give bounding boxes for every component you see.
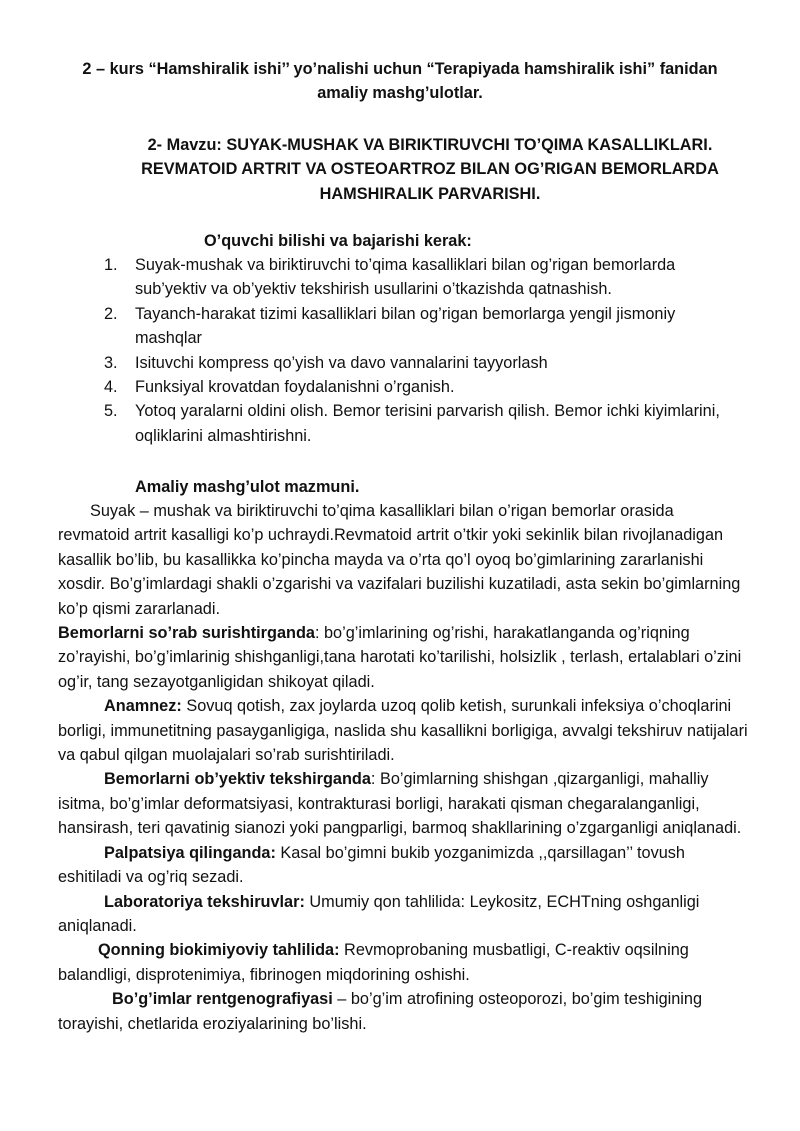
paragraph-label: Palpatsiya qilinganda: xyxy=(104,843,276,862)
paragraph-label: Bemorlarni ob’yektiv tekshirganda xyxy=(104,770,371,789)
list-item-number: 3. xyxy=(104,353,118,372)
list-item xyxy=(104,375,734,399)
paragraph-label: Anamnez: xyxy=(104,697,182,716)
list-item xyxy=(104,351,734,375)
learning-objectives-heading: O’quvchi bilishi va bajarishi kerak: xyxy=(204,232,472,250)
lesson-content-body xyxy=(58,499,748,1036)
paragraph-label: Qonning biokimiyoviy tahlilida: xyxy=(98,941,340,960)
paragraph-biochemistry xyxy=(58,938,748,987)
paragraph-text: : bo’g’imlarining og’rishi, harakatlanganda og’riqning zo’rayishi, bo’g’imlarinig shishganligi,tana harotati ko’tarilishi, holsizlik , terlash, ertalablari o’zini og’ir, tang sezayotganligidan shikoyat qiladi. xyxy=(58,624,742,691)
list-item-text: Tayanch-harakat tizimi kasalliklari bilan og’rigan bemorlarga yengil jismoniy mashqlar xyxy=(135,304,676,348)
paragraph-text: Sovuq qotish, zax joylarda uzoq qolib ketish, surunkali infeksiya o’choqlarini borligi, immunetitning pasayganligiga, naslida shu kasallikni borligiga, avvalgi tekshiruv natijalari va qabul qilgan muolajalari so’rab surishtiriladi. xyxy=(58,697,748,765)
paragraph-text: – bo’g’im atrofining osteoporozi, bo’gim teshigining torayishi, chetlarida eroziyalarining bo’lishi. xyxy=(58,990,703,1033)
list-item-text: Suyak-mushak va biriktiruvchi to’qima kasalliklari bilan og’rigan bemorlarda sub’yektiv va ob’yektiv tekshirish usullarini o’tkazishda qatnashish. xyxy=(135,256,676,299)
paragraph-text: Revmoprobaning musbatligi, C-reaktiv oqsilning balandligi, disprotenimiya, fibrinogen miqdorining oshishi. xyxy=(58,941,689,984)
paragraph-text: Kasal bo’gimni bukib yozganimizda ,,qarsillagan’’ tovush eshitiladi va og’riq sezadi. xyxy=(58,843,685,887)
list-item xyxy=(104,302,734,351)
paragraph-label: Bo’g’imlar rentgenografiyasi xyxy=(112,990,333,1009)
document-header: 2 – kurs “Hamshiralik ishi’’ yo’nalishi uchun “Terapiyada hamshiralik ishi” fanidan amaliy mashg’ulotlar. xyxy=(82,60,718,103)
list-item-number: 2. xyxy=(104,304,118,323)
list-item xyxy=(104,399,734,448)
paragraph-objective-exam xyxy=(58,767,748,840)
paragraph-text: : Bo’gimlarning shishgan ,qizarganligi, mahalliy isitma, bo’g’imlar deformatsiyasi, kontrakturasi borligi, harakati qisman chegaralanganligi, hansirash, teri qavatinig sianozi yoki pangparligi, barmoq shakllarining o’zgarganligi aniqlanadi. xyxy=(58,770,742,838)
paragraph-anamnesis xyxy=(58,694,748,767)
paragraph-label: Bemorlarni so’rab surishtirganda xyxy=(58,624,315,643)
list-item-number: 5. xyxy=(104,402,118,421)
list-item-number: 1. xyxy=(104,256,118,274)
paragraph-interview xyxy=(58,621,748,694)
list-item-text: Isituvchi kompress qo’yish va davo vannalarini tayyorlash xyxy=(135,353,548,372)
paragraph-xray xyxy=(58,987,748,1036)
topic-title: 2- Mavzu: SUYAK-MUSHAK VA BIRIKTIRUVCHI TO’QIMA KASALLIKLARI. REVMATOID ARTRIT VA OSTEOARTROZ BILAN OG’RIGAN BEMORLARDA HAMSHIRALIK PARVARISHI. xyxy=(141,136,719,203)
paragraph-laboratory xyxy=(58,890,748,939)
paragraph-text: Umumiy qon tahlilida: Leykositz, ECHTning oshganligi aniqlanadi. xyxy=(58,892,700,935)
paragraph-palpation xyxy=(58,841,748,890)
learning-objectives-list xyxy=(104,253,734,448)
list-item-text: Funksiyal krovatdan foydalanishni o’rganish. xyxy=(135,378,455,397)
list-item xyxy=(104,253,734,302)
lesson-content-heading: Amaliy mashg’ulot mazmuni. xyxy=(135,478,360,496)
list-item-text: Yotoq yaralarni oldini olish. Bemor terisini parvarish qilish. Bemor ichki kiyimlarini, oqliklarini almashtirishni. xyxy=(135,402,720,445)
paragraph-label: Laboratoriya tekshiruvlar: xyxy=(104,892,305,911)
list-item-number: 4. xyxy=(104,378,118,397)
intro-paragraph: Suyak – mushak va biriktiruvchi to’qima kasalliklari bilan o’rigan bemorlar orasida revmatoid artrit kasalligi ko’p uchraydi.Revmatoid artrit o’tkir yoki sekinlik bilan rivojlanadigan kasallik bo’lib, bu kasallikka ko’pincha mayda va o’rta qo’l oyoq bo’gimlarining zararlanishi xosdir. Bo’g’imlardagi shakli o’zgarishi va vazifalari buzilishi kuzatiladi, asta sekin bo’gimlarning ko’p qismi zararlanadi. xyxy=(58,502,741,618)
